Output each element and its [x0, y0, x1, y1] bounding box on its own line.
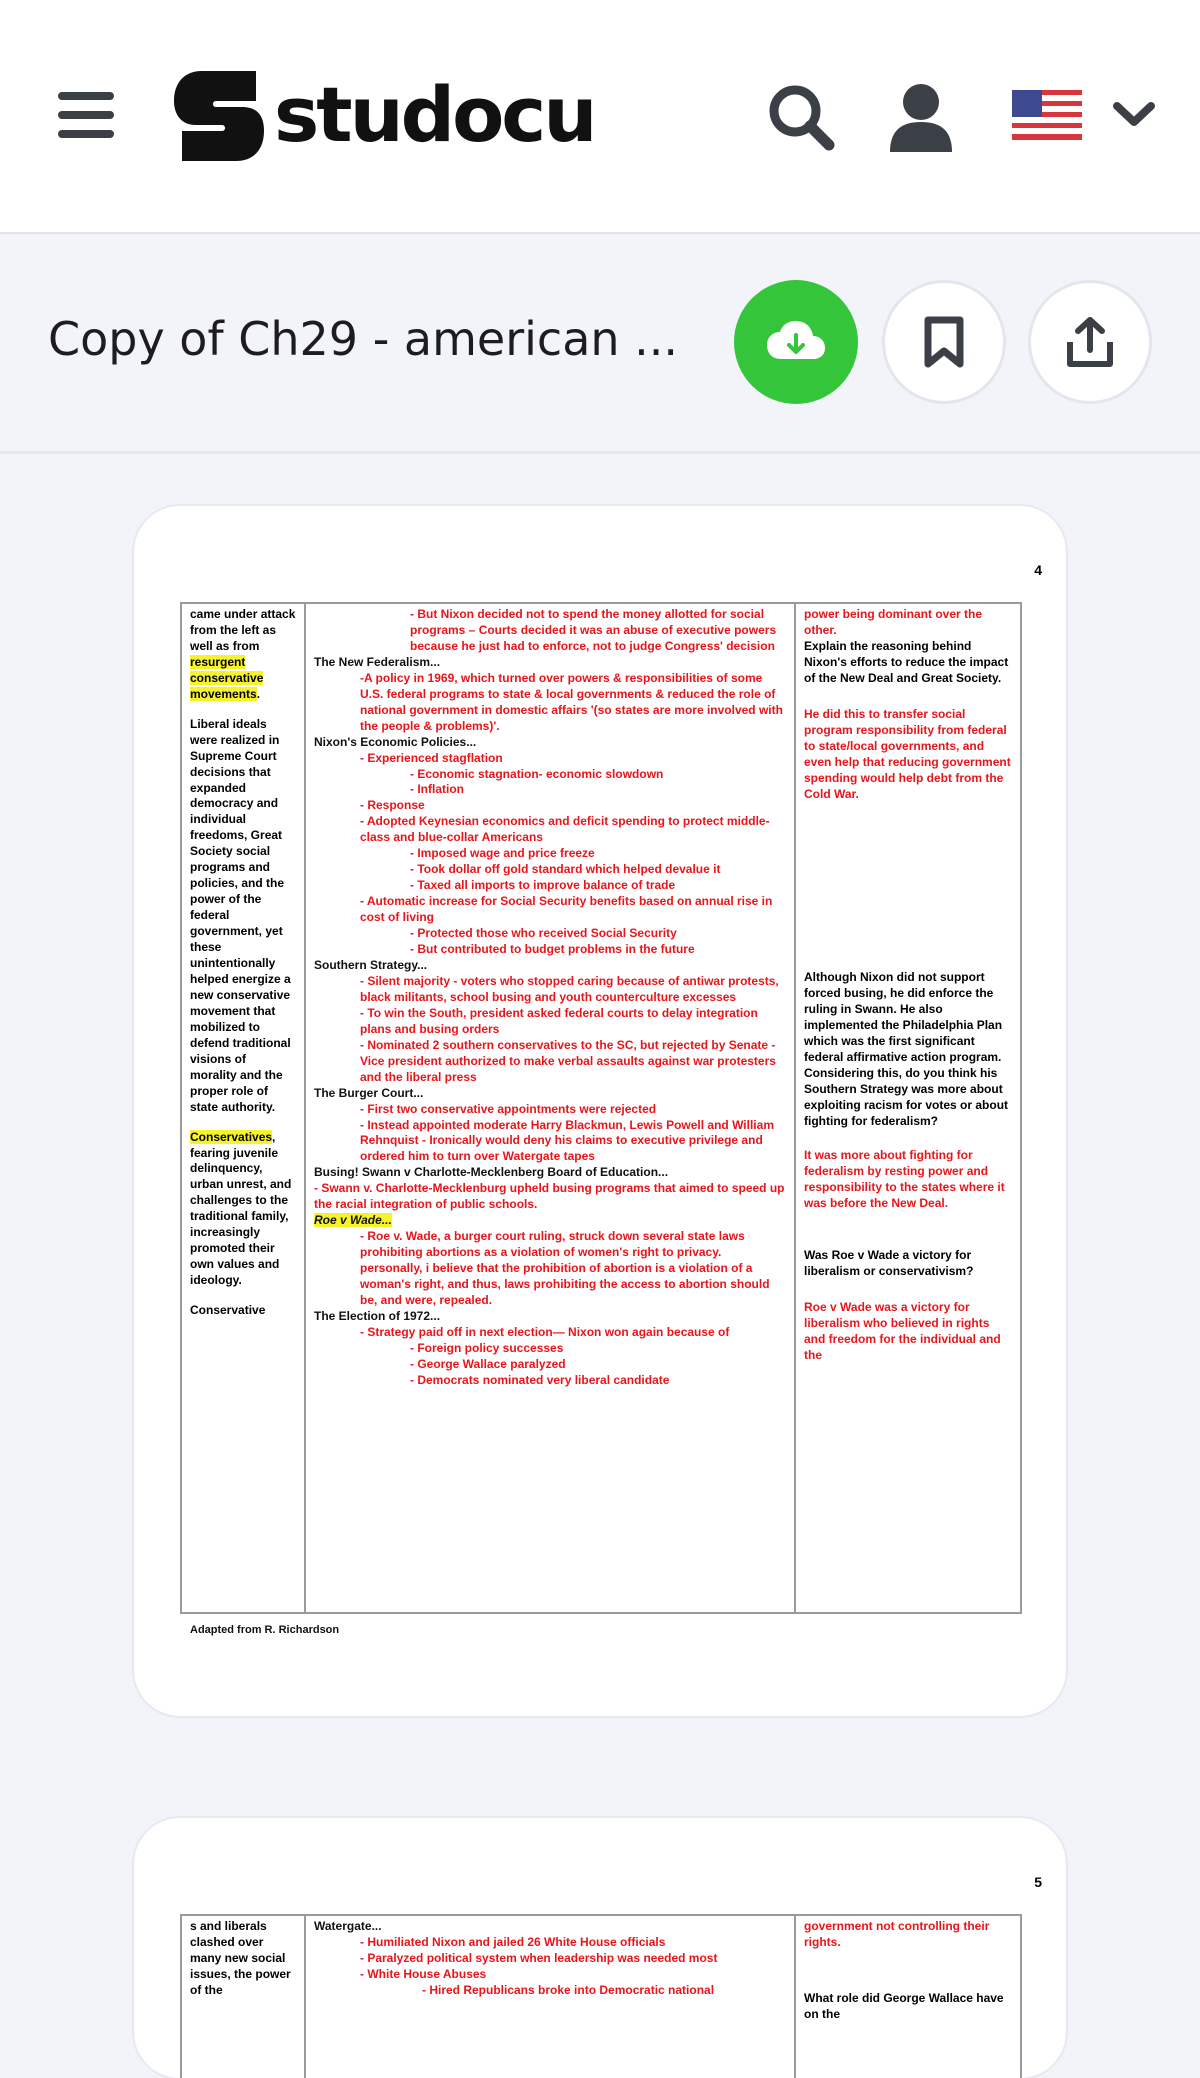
- note-line: - White House Abuses: [360, 1966, 487, 1981]
- studocu-logo[interactable]: [172, 66, 594, 164]
- note-line: - Automatic increase for Social Security benefits based on annual rise in cost of living: [360, 894, 773, 925]
- notes-table: [180, 1914, 1022, 2078]
- note-line: - Strategy paid off in next election— Nixon won again because of: [360, 1324, 730, 1339]
- note-text: , fearing juvenile delinquency, urban unrest, and challenges to the traditional family, increasingly promoted their own values and ideology.: [190, 1129, 292, 1288]
- note-line: - Imposed wage and price freeze: [410, 846, 595, 861]
- note-line: -A policy in 1969, which turned over powers & responsibilities of some U.S. federal programs to state & local governments & reduced the role of national government in domestic affairs '(so states are more involved with the people & problems)'.: [360, 670, 783, 733]
- share-icon: [1066, 316, 1114, 368]
- note-line: - Silent majority - voters who stopped caring because of antiwar protests, black militants, school busing and youth counterculture excesses: [360, 973, 779, 1004]
- note-line: Busing! Swann v Charlotte-Mecklenberg Board of Education...: [314, 1165, 669, 1180]
- note-line: Was Roe v Wade a victory for liberalism or conservativism?: [804, 1247, 974, 1278]
- note-line: - Swann v. Charlotte-Mecklenburg upheld busing programs that aimed to speed up the racial integration of public schools.: [314, 1181, 785, 1212]
- highlighted-text: resurgent conservative movements: [190, 654, 264, 701]
- note-line: government not controlling their rights.: [804, 1919, 990, 1949]
- note-line: - Hired Republicans broke into Democratic national: [422, 1982, 715, 1997]
- note-line: - But Nixon decided not to spend the money allotted for social programs – Courts decided it was an abuse of executive powers because he just had to enforce, not to judge Congress' decision: [410, 607, 777, 653]
- note-line: - Instead appointed moderate Harry Blackmun, Lewis Powell and William Rehnquist - Ironically would deny his claims to executive privilege and ordered him to turn over Watergate tapes: [360, 1117, 774, 1164]
- note-line: The New Federalism...: [314, 654, 441, 669]
- note-line: - But contributed to budget problems in the future: [410, 942, 695, 957]
- note-line: - Foreign policy successes: [410, 1340, 564, 1355]
- note-line: - First two conservative appointments were rejected: [360, 1101, 657, 1116]
- bookmark-button[interactable]: [882, 280, 1006, 404]
- note-line: - Took dollar off gold standard which helped devalue it: [410, 862, 721, 877]
- us-flag-icon: [1012, 90, 1082, 140]
- middle-column: [306, 604, 796, 1612]
- note-line: - Economic stagnation- economic slowdown: [410, 766, 664, 781]
- note-line: [314, 1213, 786, 1229]
- note-line: - To win the South, president asked federal courts to delay integration plans and busing orders: [360, 1005, 758, 1036]
- notes-table: [180, 602, 1022, 1614]
- note-line: - George Wallace paralyzed: [410, 1356, 566, 1371]
- highlighted-text: Roe v Wade...: [314, 1213, 392, 1228]
- note-line: Roe v Wade was a victory for liberalism who believed in rights and freedom for the individual and the: [804, 1299, 1001, 1362]
- note-line: - Taxed all imports to improve balance of trade: [410, 878, 676, 893]
- right-column: [796, 604, 1020, 1612]
- page-number: 5: [1034, 1874, 1042, 1890]
- document-title: Copy of Ch29 - american ...: [48, 312, 679, 366]
- note-line: Southern Strategy...: [314, 957, 428, 972]
- note-line: What role did George Wallace have on the: [804, 1990, 1004, 2021]
- note-line: It was more about fighting for federalism by resting power and responsibility to the states where it was before the New Deal.: [804, 1148, 1005, 1210]
- note-line: - Response: [360, 798, 425, 813]
- download-icon: [765, 319, 827, 365]
- bookmark-icon: [923, 316, 965, 368]
- note-text: Liberal ideals were realized in Supreme Court decisions that expanded democracy and individual freedoms, Great Society social programs and policies, and the power of the federal government, yet these unintentionally helped energize a new conservative movement that mobilized to defend traditional visions of morality and the proper role of state authority.: [190, 716, 291, 1114]
- studocu-logo-mark-icon: [172, 67, 266, 163]
- document-page: [134, 1818, 1066, 2078]
- user-icon[interactable]: [888, 82, 954, 152]
- note-line: The Burger Court...: [314, 1085, 424, 1100]
- note-line: He did this to transfer social program responsibility from federal to state/local governments, and even help that reducing government spending would help debt from the Cold War.: [804, 706, 1011, 801]
- document-page: [134, 506, 1066, 1716]
- note-text: .: [256, 686, 261, 701]
- language-selector[interactable]: [1012, 88, 1160, 144]
- chevron-down-icon: [1112, 100, 1156, 130]
- menu-icon[interactable]: [58, 92, 114, 138]
- note-line: - Humiliated Nixon and jailed 26 White House officials: [360, 1934, 666, 1949]
- note-line: - Democrats nominated very liberal candidate: [410, 1372, 670, 1387]
- note-line: The Election of 1972...: [314, 1308, 441, 1323]
- note-line: Nixon's Economic Policies...: [314, 734, 477, 749]
- note-line: - Inflation: [410, 782, 464, 797]
- note-text: came under attack from the left as well as from: [190, 607, 296, 653]
- credit-line: Adapted from R. Richardson: [190, 1624, 340, 1636]
- page-number: 4: [1034, 562, 1042, 578]
- note-line: Explain the reasoning behind Nixon's efforts to reduce the impact of the New Deal and Great Society.: [804, 638, 1009, 685]
- right-column: [796, 1916, 1020, 2078]
- share-button[interactable]: [1028, 280, 1152, 404]
- note-line: power being dominant over the other.: [804, 607, 983, 637]
- note-line: - Paralyzed political system when leadership was needed most: [360, 1950, 718, 1965]
- note-line: Watergate...: [314, 1919, 382, 1933]
- download-button[interactable]: [734, 280, 858, 404]
- note-text: Conservative: [190, 1303, 266, 1318]
- logo-wordmark: studocu: [274, 70, 595, 159]
- note-line: Although Nixon did not support forced busing, he did enforce the ruling in Swann. He also implemented the Philadelphia Plan which was the first significant federal affirmative action program. Considering this, do you think his Southern Strategy was more about exploiting racism for votes or about fighting for federalism?: [804, 970, 1009, 1129]
- note-line: - Protected those who received Social Security: [410, 926, 677, 941]
- note-line: - Roe v. Wade, a burger court ruling, struck down several state laws prohibiting abortions as a violation of women's right to privacy. personally, i believe that the prohibition of abortion is a violation of a woman's right, and thus, laws prohibiting the access to abortion should be, and were, repealed.: [360, 1229, 770, 1307]
- top-navigation-bar: [0, 0, 1200, 234]
- search-icon[interactable]: [766, 82, 836, 152]
- left-column: s and liberals clashed over many new social issues, the power of the: [182, 1916, 306, 2078]
- highlighted-text: Conservatives: [190, 1129, 273, 1144]
- note-line: - Nominated 2 southern conservatives to the SC, but rejected by Senate - Vice president authorized to make verbal assaults against war protesters and the liberal press: [360, 1037, 776, 1084]
- note-line: - Adopted Keynesian economics and deficit spending to protect middle-class and blue-collar Americans: [360, 814, 770, 845]
- middle-column: [306, 1916, 796, 2078]
- note-line: - Experienced stagflation: [360, 750, 503, 765]
- left-column: [182, 604, 306, 1612]
